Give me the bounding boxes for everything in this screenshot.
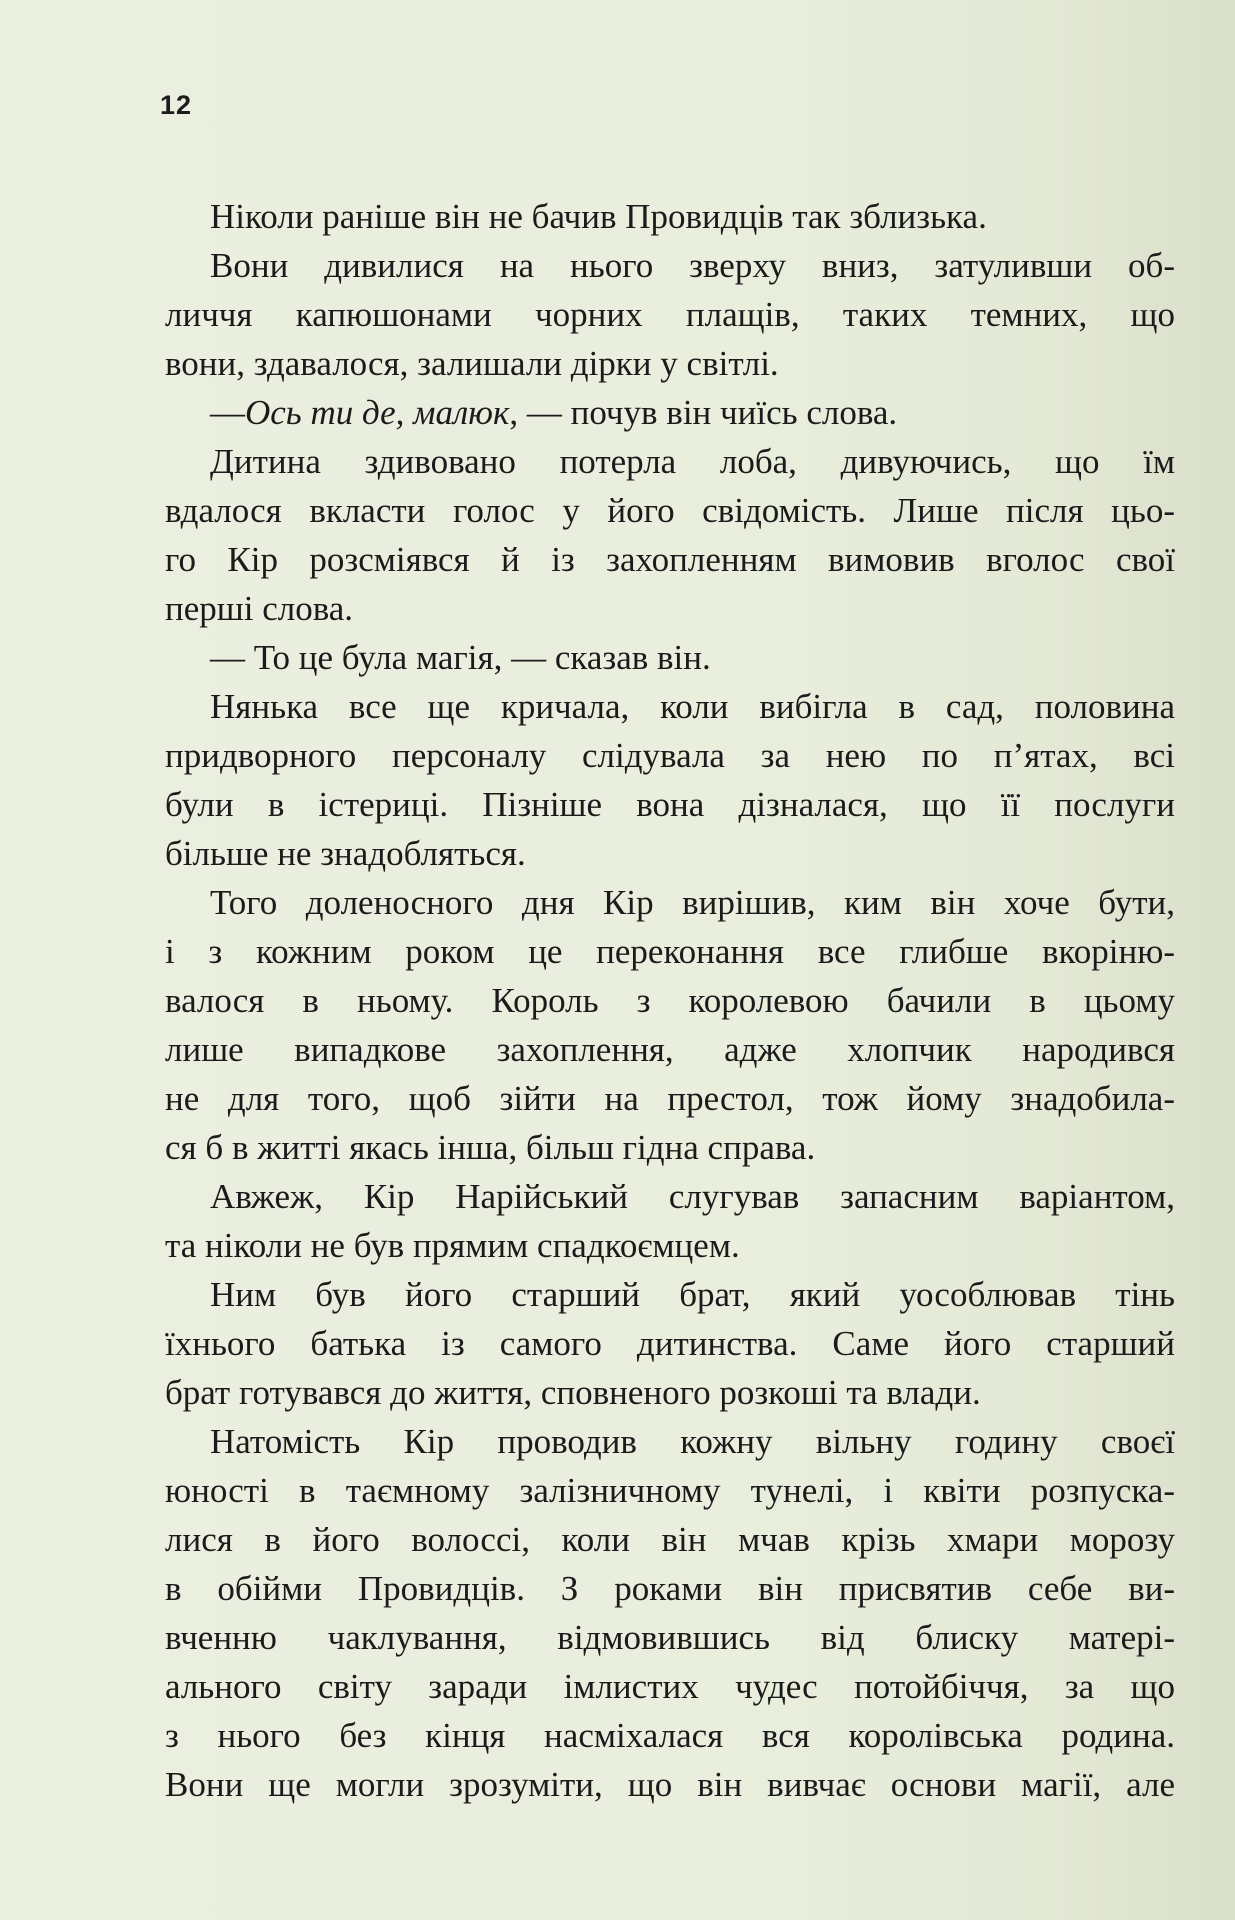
text-line: Того доленосного дня Кір вирішив, ким він хоче бути, (210, 883, 1175, 922)
text-line: юності в таємному залізничному тунелі, і квіти розпуска- (165, 1471, 1175, 1510)
text-line: перші слова. (165, 589, 354, 628)
paragraph (165, 241, 1175, 388)
dialogue-rest: , — почув він чиїсь слова. (509, 393, 898, 432)
text-line: Вони ще могли зрозуміти, що він вивчає основи магії, але (165, 1765, 1175, 1804)
paragraph (165, 878, 1175, 1172)
text-line: ся б в житті якась інша, більш гідна справа. (165, 1128, 816, 1167)
dialogue-dash: — (210, 393, 245, 432)
italic-quote: Ось ти де, малюк (245, 393, 510, 432)
text-line: Нянька все ще кричала, коли вибігла в сад, половина (210, 687, 1175, 726)
text-line: личчя капюшонами чорних плащів, таких темних, що (165, 295, 1175, 334)
text-line: ального світу заради імлистих чудес потойбіччя, за що (165, 1667, 1175, 1706)
text-line: вдалося вкласти голос у його свідомість. Лише після цьо- (165, 491, 1175, 530)
text-line: їхнього батька із самого дитинства. Саме його старший (165, 1324, 1175, 1363)
paragraph (165, 1270, 1175, 1417)
text-line: в обійми Провидців. З роками він присвятив себе ви- (165, 1569, 1175, 1608)
paragraph (165, 682, 1175, 878)
text-line: Натомість Кір проводив кожну вільну годину своєї (210, 1422, 1175, 1461)
text-line: лише випадкове захоплення, адже хлопчик народився (165, 1030, 1175, 1069)
text-line: — То це була магія, — сказав він. (210, 638, 711, 677)
paragraph (165, 633, 1175, 682)
text-line: лися в його волоссі, коли він мчав крізь хмари морозу (165, 1520, 1175, 1559)
paragraph (165, 1417, 1175, 1809)
book-text (165, 192, 1175, 1809)
text-line: з нього без кінця насміхалася вся королівська родина. (165, 1716, 1175, 1755)
text-line: придворного персоналу слідувала за нею по п’ятах, всі (165, 736, 1175, 775)
text-line: Ним був його старший брат, який уособлював тінь (210, 1275, 1175, 1314)
text-line: були в істериці. Пізніше вона дізналася, що її послуги (165, 785, 1175, 824)
page-number: 12 (160, 90, 193, 120)
text-line: брат готувався до життя, сповненого розкоші та влади. (165, 1373, 981, 1412)
text-line: валося в ньому. Король з королевою бачили в цьому (165, 981, 1175, 1020)
text-line: вченню чаклування, відмовившись від блиску матері- (165, 1618, 1175, 1657)
paragraph (165, 1172, 1175, 1270)
paragraph (165, 388, 1175, 437)
text-line: не для того, щоб зійти на престол, тож йому знадобила- (165, 1079, 1175, 1118)
text-line: вони, здавалося, залишали дірки у світлі. (165, 344, 779, 383)
text-line: Авжеж, Кір Нарійський слугував запасним варіантом, (210, 1177, 1175, 1216)
paragraph (165, 437, 1175, 633)
text-line: Вони дивилися на нього зверху вниз, затуливши об- (210, 246, 1175, 285)
text-line: Дитина здивовано потерла лоба, дивуючись, що їм (210, 442, 1175, 481)
text-line: та ніколи не був прямим спадкоємцем. (165, 1226, 740, 1265)
text-line: більше не знадобляться. (165, 834, 526, 873)
dialogue-line (165, 388, 1175, 437)
text-line: і з кожним роком це переконання все глибше вкоріню- (165, 932, 1175, 971)
paragraph (165, 192, 1175, 241)
text-line: Ніколи раніше він не бачив Провидців так зблизька. (210, 197, 987, 236)
text-line: го Кір розсміявся й із захопленням вимовив вголос свої (165, 540, 1175, 579)
